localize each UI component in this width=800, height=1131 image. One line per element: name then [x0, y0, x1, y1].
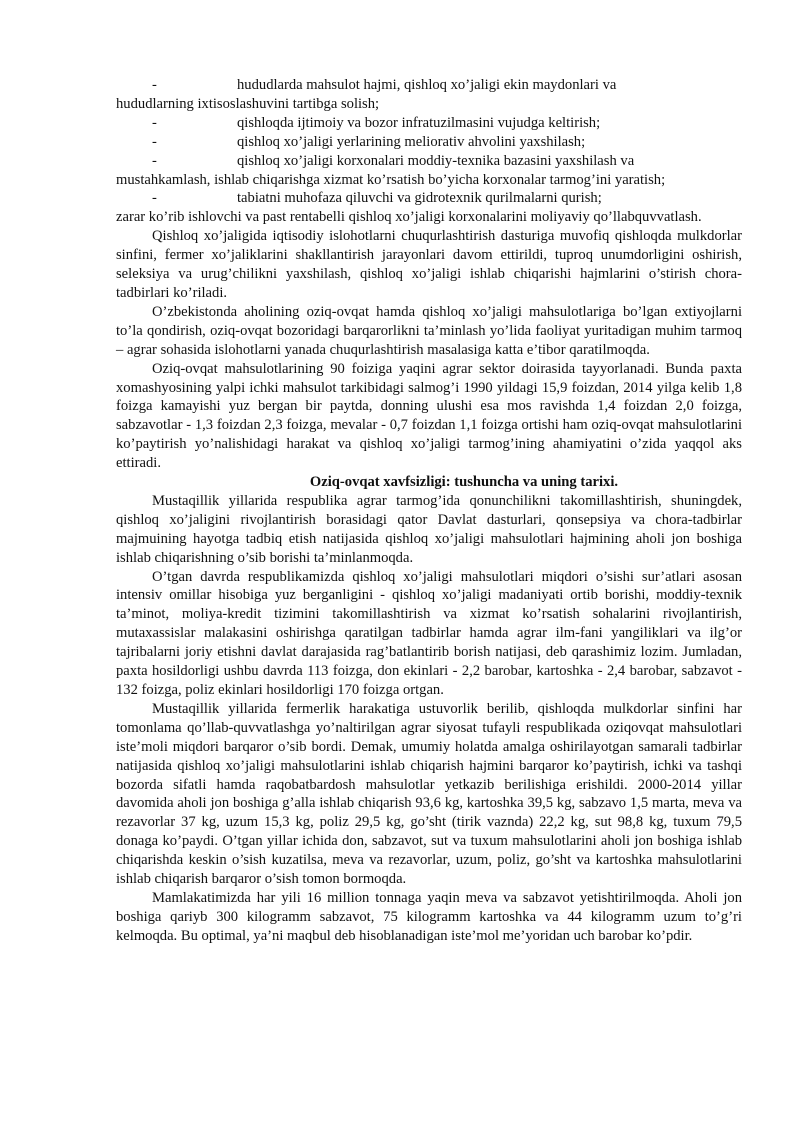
paragraph: Qishloq xo’jaligida iqtisodiy islohotlarni chuqurlashtirish dasturiga muvofiq qishloqda mulkdorlar sinfini, fermer xo’jaliklarini shakllantirish jarayonlari davom ettirildi, tuproq unumdorligini oshirish, seleksiya va urug’chilikni yaxshilash, qishloq xo’jaligi ishlab chiqarishi hajmlarini o’stirish chora-tadbirlari ko’riladi. [116, 228, 742, 301]
bullet-dash: - [152, 77, 157, 93]
bullet-dash: - [152, 190, 157, 207]
bullet-item [116, 189, 742, 208]
paragraph: O’zbekistonda aholining oziq-ovqat hamda qishloq xo’jaligi mahsulotlariga bo’lgan extiyojlarni to’la qondirish, oziq-ovqat bozoridagi barqarorlikni ta’minlash yo’lida faoliyat yuritadigan muhim tarmoq – agrar sohasida islohotlarni yanada chuqurlashtirish masalasiga katta e’tibor qaratilmoqda. [116, 303, 742, 358]
bullet-continuation: mustahkamlash, ishlab chiqarishga xizmat ko’rsatish bo’yicha korxonalar tarmog’ini yaratish; [116, 171, 666, 188]
section-heading: Oziq-ovqat xavfsizligi: tushuncha va uning tarixi. [309, 474, 619, 491]
bullet-continuation: hududlarning ixtisoslashuvini tartibga solish; [116, 95, 380, 112]
bullet-item [116, 152, 742, 190]
paragraph: Oziq-ovqat mahsulotlarining 90 foiziga yaqini agrar sektor doirasida tayyorlanadi. Bunda paxta xomashyosining yalpi ichki mahsulot tarkibidagi salmog’i 1990 yildagi 15,9 foizdan, 2014 yilga kelib 1,8 foizga kamayishi yuz bergan bir paytda, donning ulushi esa mos ravishda 1,4 foizdan 2,0 foizga, sabzavotlar - 1,3 foizdan 2,3 foizga, mevalar - 0,7 foizdan 1,1 foizga ortishi ham oziq-ovqat mahsulotlarini ko’paytirish yo’nalishidagi harakat va qishloq xo’jaligi tarmog’ining ahamiyatini o’zida yaqqol aks ettiradi. [116, 360, 742, 472]
bullet-item [116, 114, 742, 133]
paragraph: Mustaqillik yillarida respublika agrar tarmog’ida qonunchilikni takomillashtirish, shuningdek, qishloq xo’jaligini rivojlantirish borasidagi qator Davlat dasturlari, qonsepsiya va chora-tadbirlar majmuining hayotga tadbiq etish natijasida qishloq xo’jaligi mahsulotlari hajmining aholi jon boshiga ishlab chiqarishning o’sib borishi ta’minlanmoqda. [116, 492, 742, 566]
bullet-text: qishloq xo’jaligi korxonalari moddiy-texnika bazasini yaxshilash va [237, 152, 635, 169]
bullet-dash: - [152, 152, 157, 169]
bullet-text: qishloqda ijtimoiy va bozor infratuzilmasini vujudga keltirish; [237, 114, 601, 131]
bullet-item [116, 76, 742, 114]
paragraph: Mamlakatimizda har yili 16 million tonnaga yaqin meva va sabzavot yetishtirilmoqda. Aholi jon boshiga qariyb 300 kilogramm sabzavot, 75 kilogramm kartoshka va 44 kilogramm uzum to’g’ri kelmoqda. Bu optimal, ya’ni maqbul deb hisoblanadigan iste’mol me’yoridan uch barobar ko’pdir. [116, 889, 742, 944]
paragraph: O’tgan davrda respublikamizda qishloq xo’jaligi mahsulotlari miqdori o’sishi sur’atlari asosan intensiv omillar hisobiga yuz berganligini - qishloq xo’jaligi madaniyati ortib borishi, moddiy-texnik ta’minot, moliya-kredit tizimini takomillashtirish va xizmat ko’rsatish sohalarini rivojlantirish, mutaxassislar malakasini oshirishga qaratilgan tadbirlar hamda agrar ilm-fani yangiliklari va ilg’or tajribalarni joriy etishni davlat darajasida rag’batlantirib borish natijasi, deb qarashimiz lozim. Jumladan, paxta hosildorligi ushbu davrda 113 foizga, don ekinlari - 2,2 barobar, kartoshka - 2,4 barobar, sabzavot - 132 foizga, poliz ekinlari hosildorligi 170 foizga ortgan. [116, 568, 742, 698]
bullet-item [116, 133, 742, 152]
paragraph: zarar ko’rib ishlovchi va past rentabelli qishloq xo’jaligi korxonalarini moliyaviy qo’llabquvvatlash. [116, 209, 702, 226]
document-body [116, 76, 742, 946]
bullet-text: qishloq xo’jaligi yerlarining meliorativ ahvolini yaxshilash; [237, 133, 586, 150]
bullet-dash: - [152, 114, 157, 131]
bullet-text: hududlarda mahsulot hajmi, qishloq xo’jaligi ekin maydonlari va [237, 77, 617, 93]
bullet-text: tabiatni muhofaza qiluvchi va gidrotexnik qurilmalarni qurish; [237, 190, 602, 207]
paragraph: Mustaqillik yillarida fermerlik harakatiga ustuvorlik berilib, qishloqda mulkdorlar sinfini har tomonlama qo’llab-quvvatlashga yo’naltirilgan agrar siyosat tufayli respublikada oziqovqat mahsulotlari iste’moli miqdori barqaror o’sib bordi. Demak, umumiy holatda amalga oshirilayotgan samarali tadbirlar natijasida qishloq xo’jaligi mahsulotlarini ishlab chiqarish hajmini barqaror ko’paytirish, ichki va tashqi bozorda sifatli hamda raqobatbardosh mahsulotlar yetkazib berilishiga erishildi. 2000-2014 yillar davomida aholi jon boshiga g’alla ishlab chiqarish 93,6 kg, kartoshka 39,5 kg, sabzavo 1,5 marta, meva va rezavorlar 37 kg, uzum 15,3 kg, poliz 29,5 kg, go’sht (tirik vaznda) 22,2 kg, sut 98,8 kg, tuxum 79,5 donaga ko’paydi. O’tgan yillar ichida don, sabzavot, sut va tuxum mahsulotlarini aholi jon boshiga ishlab chiqarishda keskin o’sish kuzatilsa, meva va rezavorlar, uzum, poliz, go’sht va kartoshka mahsulotlarini ishlab chiqarish barqaror o’sish tomon bormoqda. [116, 700, 742, 888]
bullet-dash: - [152, 133, 157, 150]
